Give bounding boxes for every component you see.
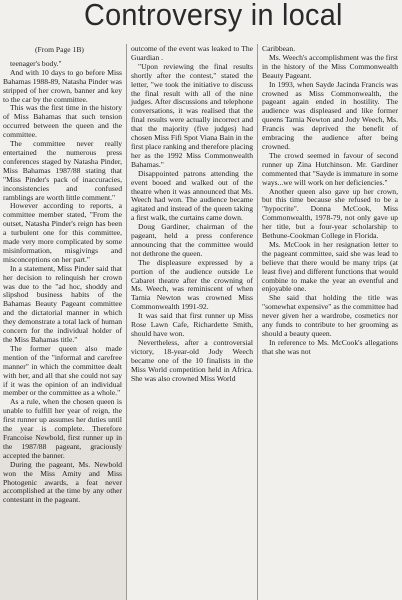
paragraph: The former queen also made mention of the "informal and carefree manner" in which the committee dealt with her, and all that she could not say if it was the opinion of an individual member or the committee as a whole." — [3, 343, 122, 398]
article-column-1 — [3, 46, 122, 505]
paragraph: "Upon reviewing the final results shortly after the contest," stated the letter, "we took the initiative to discuss the final result with all of the nine judges. After discussions and telephone conversations, it was realised that the final results were actually incorrect and that the majority (five judges) had chosen Miss Fifi Spot Viana Bain in the first place ranking and therefore placing her as the 1992 Miss Commonwealth Bahamas." — [131, 61, 253, 169]
paragraph: In 1993, when Sayde Jacinda Francis was crowned as Miss Commonwealth, the pageant again ended in hostility. The audience was displeased and like former queens Tarnia Newton and Jody Weech, Ms. Francis was deprived the benefit of embracing the audience after being crowned. — [262, 79, 398, 151]
column-divider — [126, 44, 127, 600]
continuation-note: (From Page 1B) — [35, 45, 84, 54]
paragraph: During the pageant, Ms. Newbold won the Miss Amity and Miss Photogenic awards, a feat never accomplished at the time by any other contestant in the pageant. — [3, 459, 122, 505]
article-column-2 — [131, 45, 253, 383]
paragraph: This was the first time in the history of Miss Bahamas that such tension occurred between the queen and the committee. — [3, 103, 122, 140]
paragraph: She said that holding the title was "somewhat expensive" as the committee had never given her a wardrobe, cosmetics nor any funds to contribute to her grooming as should a beauty queen. — [262, 293, 398, 338]
paragraph: Nevertheless, after a controversial victory, 18-year-old Jody Weech became one of the 10 finalists in the Miss World competition held in Africa. She was also crowned Miss World — [131, 337, 253, 383]
paragraph: Disappointed patrons attending the event booed and walked out of the theatre when it was announced that Ms. Weech had won. The audience became agitated and instead of the queen taking a first walk, the curtains came down. — [131, 168, 253, 223]
paragraph: Ms. McCook in her resignation letter to the pageant committee, said she was lead to believe that there would be many trips (at least five) and different functions that would combine to make the year an eventful and enjoyable one. — [262, 239, 398, 294]
paragraph: Doug Gardiner, chairman of the pageant, held a press conference announcing that the committee would not dethrone the queen. — [131, 222, 253, 258]
paragraph: outcome of the event was leaked to The Guardian . — [131, 44, 253, 62]
paragraph: Another queen also gave up her crown, but this time because she refused to be a "hypocrite". Donna McCook, Miss Commonwealth, 1978-79, not only gave up her title, but a four-year scholarship to Bethune-Cookman College in Florida. — [262, 186, 398, 241]
paragraph: In a statement, Miss Pinder said that her decision to relinquish her crown was due to the "ad hoc, shoddy and slipshod business habits of the Bahamas Beauty Pageant committee and the dictatorial manner in which they demonstrate a total lack of human concern for the individual holder of the Miss Bahamas title." — [3, 263, 122, 344]
paragraph: And with 10 days to go before Miss Bahamas 1988-89, Natasha Pinder was stripped of her crown, banner and key to the car by the committee. — [3, 67, 122, 104]
paragraph: Ms. Weech's accomplishment was the first in the history of the Miss Commonwealth Beauty Pageant. — [262, 52, 398, 80]
paragraph: The crowd seemed in favour of second runner up Zina Hutchinson. Mr. Gardiner commented that "Sayde is immature in some ways...we will work on her deficiencies." — [262, 150, 398, 187]
paragraph: It was said that first runner up Miss Rose Lawn Cafe, Richardette Smith, should have won. — [131, 311, 253, 338]
paragraph: As a rule, when the chosen queen is unable to fulfill her year of reign, the first runner up assumes her duties until the year is complete. Therefore Francoise Newbold, first runner up in the 1987/88 pageant, graciously accepted the banner. — [3, 397, 122, 460]
headline: Controversy in local — [84, 0, 343, 32]
paragraph: teenager's body." — [10, 58, 62, 68]
column-divider — [257, 44, 258, 600]
paragraph: Caribbean. — [262, 44, 296, 53]
paragraph: The committee never really entertained the numerous press conferences staged by Natasha Pinder, Miss Bahamas 1987/88 stating that "Miss Pinder's pack of inaccuracies, inconsistencies and confused ramblings are worth little comment." — [3, 139, 122, 202]
article-column-3 — [262, 45, 398, 357]
paragraph: The displeasure expressed by a portion of the audience outside Le Cabaret theatre after the crowning of Ms. Weech, was reminiscent of when Tarnia Newton was crowned Miss Commonwealth 1991-92. — [131, 257, 253, 312]
paragraph: In reference to Ms. McCook's allegations that she was not — [262, 337, 398, 356]
paragraph: However according to reports, a committee member stated, "From the outset, Natasha Pinder's reign has been a turbulent one for this committee, made very more complicated by some misinformation, misgivings and misconceptions on her part." — [3, 201, 122, 264]
